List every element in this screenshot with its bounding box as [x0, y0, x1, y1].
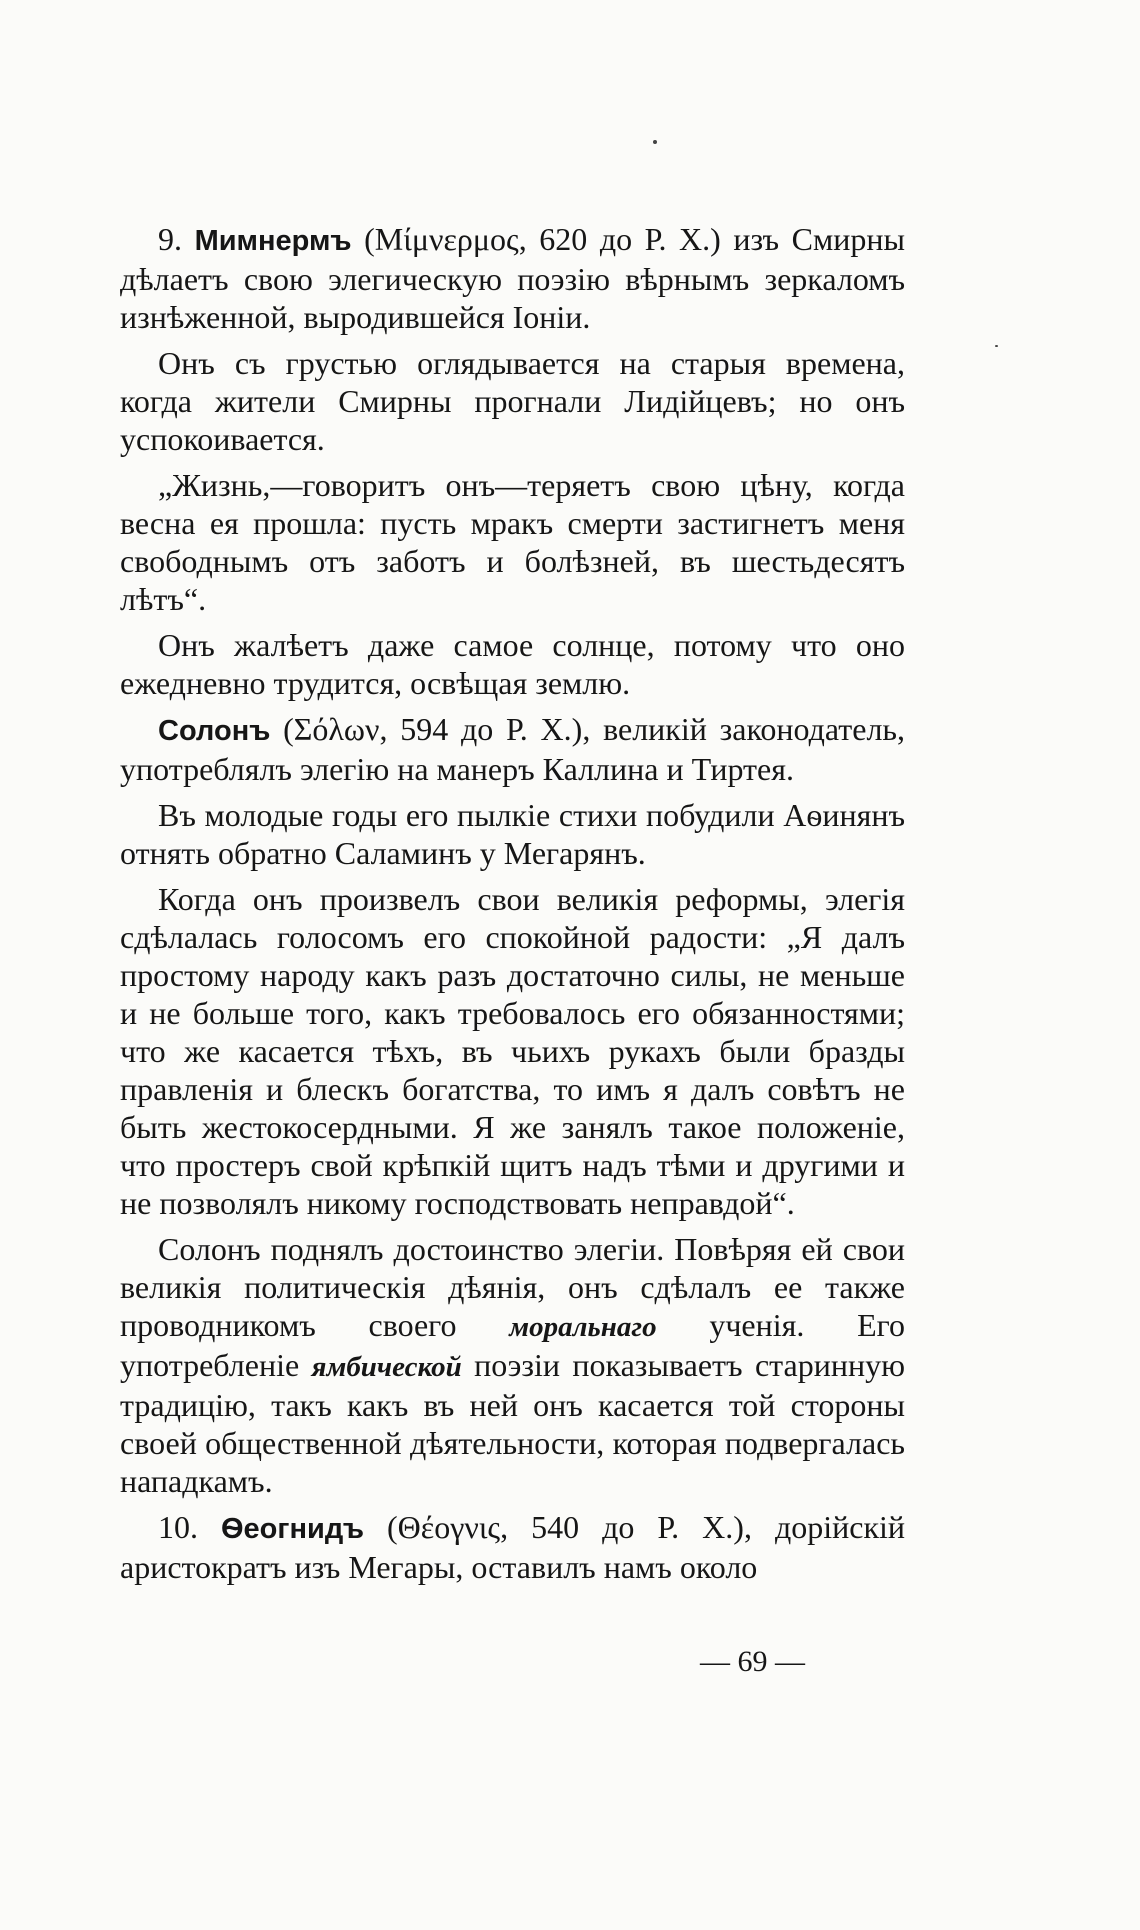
- paragraph-mimnermus: [120, 220, 905, 336]
- paragraph-text: Солонъ поднялъ достоинство элегіи. Повѣряя ей свои великія политическія дѣянія, онъ сдѣлалъ ее также проводникомъ своего: [120, 1231, 905, 1343]
- paragraph-elegy: [120, 1230, 905, 1500]
- name-heading: Мимнермъ: [194, 225, 352, 257]
- name-heading: Солонъ: [158, 715, 271, 747]
- paragraph-text: ученія. Его употребленіе: [120, 1307, 905, 1383]
- paragraph-reforms: Когда онъ произвелъ свои великія реформы, элегія сдѣлалась голосомъ его спокойной радости: „Я далъ простому народу какъ разъ достаточно силы, не меньше и не больше того, какъ требовалось его обязанностями; что же касается тѣхъ, въ чьихъ рукахъ были бразды правленія и блескъ богатства, то имъ я далъ совѣтъ не быть жестокосердными. Я же занялъ такое положеніе, что простеръ свой крѣпкій щитъ надъ тѣми и другими и не позволялъ никому господствовать неправдой“.: [120, 881, 905, 1221]
- section-number: 9.: [158, 221, 195, 257]
- paragraph-solon: [120, 710, 905, 788]
- paragraph-text: (Θέογνις, 540 до Р. X.), дорійскій аристократъ изъ Мегары, оставилъ намъ около: [120, 1509, 905, 1585]
- paragraph-text: (Μίμνερμος, 620 до Р. X.) изъ Смирны дѣлаетъ свою элегическую поэзію вѣрнымъ зеркаломъ изнѣженной, выродившейся Іоніи.: [120, 221, 906, 335]
- page-text: [120, 220, 905, 1594]
- paragraph: Въ молодые годы его пылкіе стихи побудили Аѳинянъ отнять обратно Саламинъ у Мегарянъ.: [120, 797, 905, 871]
- name-heading: Ѳеогнидъ: [221, 1513, 364, 1545]
- paragraph-text: (Σόλων, 594 до Р. X.), великій законодатель, употреблялъ элегію на манеръ Каллина и Тиртея.: [120, 711, 905, 787]
- paragraph: Онъ съ грустью оглядывается на старыя времена, когда жители Смирны прогнали Лидійцевъ; но онъ успокоивается.: [120, 345, 905, 457]
- section-number: 10.: [158, 1509, 221, 1545]
- scan-speck: [653, 140, 657, 144]
- paragraph-theognis: [120, 1508, 905, 1586]
- emphasis: ямбической: [311, 1351, 462, 1383]
- paragraph-quote: „Жизнь,—говоритъ онъ—теряетъ свою цѣну, когда весна ея прошла: пусть мракъ смерти застигнетъ меня свободнымъ отъ заботъ и болѣзней, въ шестьдесятъ лѣтъ“.: [120, 467, 905, 617]
- page-number: — 69 —: [700, 1645, 805, 1678]
- emphasis: моральнаго: [509, 1311, 657, 1343]
- paragraph-text: поэзіи показываетъ старинную традицію, такъ какъ въ ней онъ касается той стороны своей общественной дѣятельности, которая подвергалась нападкамъ.: [120, 1347, 905, 1499]
- paragraph: Онъ жалѣетъ даже самое солнце, потому что оно ежедневно трудится, освѣщая землю.: [120, 627, 905, 701]
- scan-speck: [995, 345, 998, 347]
